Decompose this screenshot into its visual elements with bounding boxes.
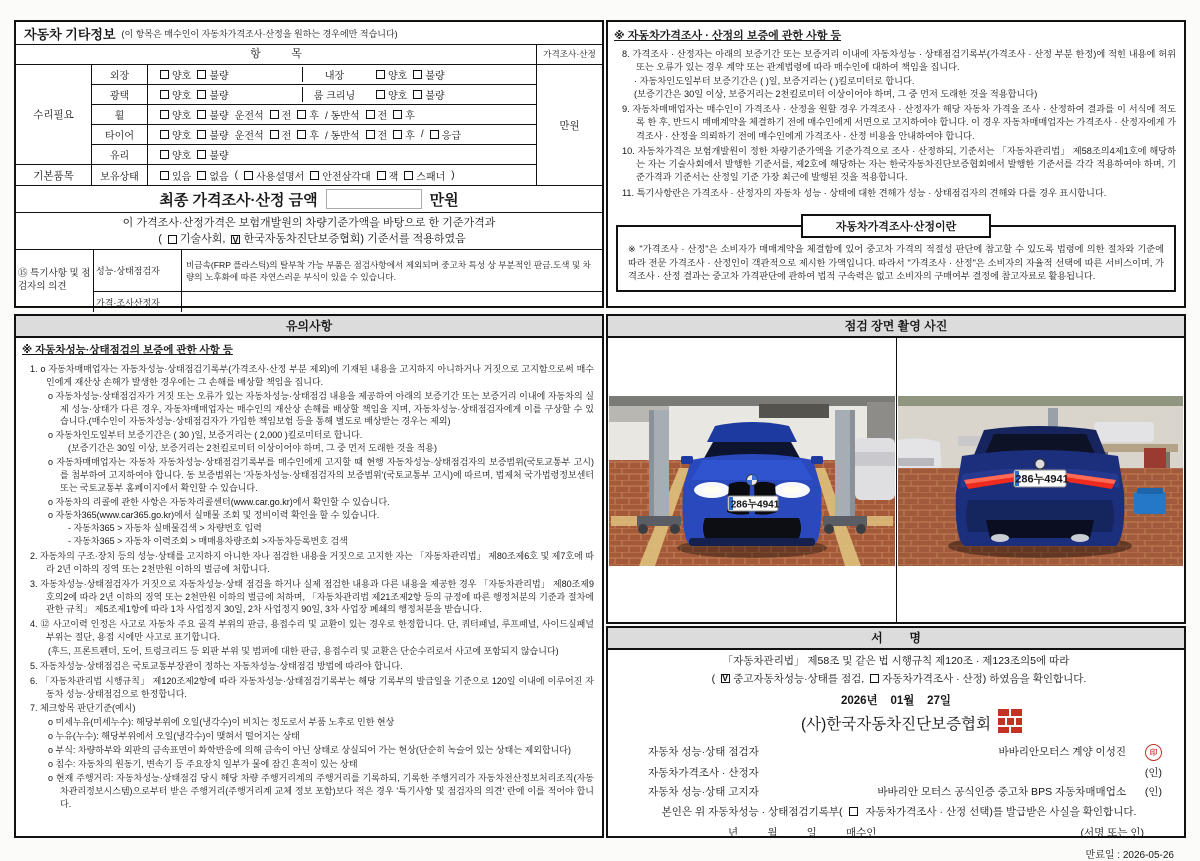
checkbox <box>849 807 858 816</box>
text-label: 자동차가격조사 · 산정 선택)를 발급받은 사실을 확인합니다. <box>865 806 1137 818</box>
warranty-item: (보증기간은 30일 이상, 보증거리는 2천킬로미터 이상이어야 하며, 그 중 먼저 도래한 것을 적용합니다) <box>634 88 1038 99</box>
notice-section <box>14 314 604 838</box>
appraisal-definition-box <box>616 214 1176 292</box>
checkbox <box>244 171 253 180</box>
definition-text: ※ "가격조사 · 산정"은 소비자가 매매계약을 체결함에 있어 중고차 가격의 적절성 판단에 참고할 수 있도록 법령에 의한 절차와 기준에 따라 전문 가격조사 · 산정인이 객관적으로 제시한 가액입니다. 따라서 "가격조사 · 산정"은 소비자의 자율적 선택에 따른 서비스이며, 가격조사 · 산정 결과는 중고차 가격판단에 관하여 법적 구속력은 없고 소비자의 구매여부 결정에 참고자료로 활용됩니다. <box>616 225 1176 292</box>
checkbox-label: 사용설명서 <box>256 171 305 183</box>
checkbox <box>168 235 177 244</box>
notice-header: 유의사항 <box>16 316 602 338</box>
car-front-photo <box>609 396 895 566</box>
final-price-label: 최종 가격조사·산정 금액 <box>159 191 318 209</box>
checkbox-label: 잭 <box>388 171 399 183</box>
checkbox-label: 불량 <box>425 71 445 82</box>
text-label: 운전석 <box>234 111 264 122</box>
glass-checkboxes <box>148 147 536 162</box>
checkbox-label: 전 <box>377 131 388 142</box>
checkbox <box>393 110 402 119</box>
rear-photo-cell <box>896 338 1185 624</box>
blue-car-rear <box>955 426 1124 546</box>
vehicle-other-info-section <box>14 20 604 308</box>
photos-header: 점검 장면 촬영 사진 <box>608 316 1184 338</box>
notice-item: 2. 자동차의 구조·장치 등의 성능·상태를 고지하지 아니한 자나 점검한 내용을 거짓으로 고지한 자는 「자동차관리법」 제80조제6호 및 제7호에 따라 2년 이하의 징역 또는 2천만원 이하의 벌금에 처합니다. <box>30 551 594 574</box>
checkbox-label: 후 <box>309 131 319 142</box>
text-label: ) <box>451 169 455 181</box>
notice-item: (보증기간은 30일 이상, 보증거리는 2천킬로미터 이상이어야 하며, 그 중 먼저 도래한 것을 적용) <box>68 443 438 454</box>
warranty-body <box>608 45 1184 200</box>
table-row-wheel: 휠 양호 불량 운전석 전 후 / 동반석 전 후 <box>92 105 536 125</box>
final-price-unit: 만원 <box>429 191 459 209</box>
warranty-header: ※ 자동차가격조사 · 산정의 보증에 관한 사항 등 <box>614 30 842 42</box>
checkbox <box>197 90 206 99</box>
price-appraisal-header: 가격조사·산정 <box>537 45 602 65</box>
checkbox-label: 불량 <box>209 111 229 122</box>
checkbox <box>377 171 386 180</box>
checkbox <box>160 171 169 180</box>
notice-item: o 현재 주행거리: 자동차성능·상태점검 당시 해당 차량 주행거리계의 주행거리를 기록하되, 기록한 주행거리가 자동차전산정보처리조직(자동차관리정보시스템)으로부터 받은 주행거리(주행거리계 교체 정보 포함)보다 적은 경우 '특기사항 및 점검자의 의견' 란에 이를 적어야 합니다. <box>48 772 594 809</box>
checkbox-label: 없음 <box>209 171 229 183</box>
checkbox <box>197 130 206 139</box>
checkbox <box>160 150 169 159</box>
checkbox-checked <box>721 674 730 683</box>
checkbox <box>297 130 306 139</box>
warranty-item: 9. 자동차매매업자는 매수인이 가격조사 · 산정을 원할 경우 가격조사 · 산정자가 해당 자동차 가격을 조사 · 산정하여 결과를 이 서식에 적도록 한 후, 반드시 매매계약을 체결하기 전에 매수인에게 서면으로 고지하여야 합니다. 이 경우 자동차매매업자는 가격조사 · 산정자에게 가격조사 · 산정을 의뢰하기 전에 매수인에게 가격조사 · 산정 비용을 안내하여야 합니다. <box>622 104 1176 141</box>
warranty-item: 11. 특기사항란은 가격조사 · 산정자의 자동차 성능 · 상태에 대한 견해가 성능 · 상태점검자의 견해와 다를 경우 표시합니다. <box>622 187 1107 198</box>
checkbox <box>366 110 375 119</box>
checkbox <box>413 70 422 79</box>
checkbox-label: 중고자동차성능·상태를 점검, <box>733 673 865 685</box>
checkbox-label: 불량 <box>425 91 445 102</box>
expiry-date: 만료일 : 2026-05-26 <box>1085 850 1174 861</box>
price-appraisal-column <box>536 45 602 185</box>
notice-body <box>16 359 602 812</box>
inspector-note: 비금속(FRP 플라스틱)의 탈부착 가능 부품은 점검사항에서 제외되며 중고차 특성 상 부분적인 판금.도색 및 차량의 노후화에 따른 자연스러운 부식이 있을 수 있습니다. <box>186 259 591 282</box>
notice-item: 4. ⑫ 사고이력 인정은 사고로 자동차 주요 골격 부위의 판금, 용접수리 및 교환이 있는 경우로 한정합니다. 단, 쿼터패널, 루프패널, 사이드실패널 부위는 절단, 용접 시에만 사고로 표기합니다. <box>30 619 594 643</box>
price-unit-label: 만원 <box>559 119 580 132</box>
signer-row-notifier: 자동차 성능·상태 고지자 바바리안 모터스 공식인증 중고차 BPS 자동차매매업소 (인) <box>648 786 1162 798</box>
signature-date: 2026년 01월 27일 <box>840 695 952 707</box>
basis-line2 <box>152 231 466 248</box>
column-header-item: 항 목 <box>16 45 536 65</box>
inspection-photos-section <box>606 314 1186 624</box>
notice-item: o 부식: 차량하부와 외판의 금속표면이 화학반응에 의해 금속이 아닌 상태로 상실되어 가는 현상(단순히 녹슬어 있는 상태는 제외합니다) <box>48 745 571 756</box>
car-rear-photo <box>898 396 1183 566</box>
interior-checkboxes <box>366 67 445 82</box>
appraiser-note <box>182 292 602 312</box>
text-label: 운전석 <box>234 131 264 142</box>
signature-check-line <box>608 671 1184 686</box>
signer-row-inspector: 자동차 성능·상태 점검자 바바리안모터스 계양 이성진 印 <box>608 742 1184 761</box>
checkbox-label: 불량 <box>209 131 229 142</box>
checkbox <box>160 70 169 79</box>
checkbox <box>197 110 206 119</box>
checkbox-label: 후 <box>309 111 319 122</box>
notice-item: 1. o 자동차매매업자는 자동차성능·상태점검기록부(가격조사·산정 부분 제외)에 기재된 내용을 고지하지 아니하거나 거짓으로 고지함으로써 매수인에게 재산상 손해가 발생한 경우에는 그 손해를 배상할 책임을 집니다. <box>30 364 594 387</box>
checkbox-label: 양호 <box>172 91 192 102</box>
checkbox <box>270 110 279 119</box>
checkbox <box>197 171 206 180</box>
basic-items-label: 기본품목 <box>16 164 92 185</box>
text-label: ( <box>711 672 716 685</box>
svg-text:286누4941: 286누4941 <box>730 499 780 511</box>
checkbox <box>310 171 319 180</box>
notice-subheader: ※ 자동차성능·상태점검의 보증에 관한 사항 등 <box>22 344 233 356</box>
checkbox-label: 후 <box>405 111 415 122</box>
warranty-item: 10. 자동차가격은 보험개발원이 정한 차량기준가액을 기준가격으로 조사 · 산정하되, 기준서는 「자동차관리법」 제58조의4제1호에 해당하는 자는 기술사회에서 발행한 기준서를, 제2호에 해당하는 자는 한국자동차진단보증협회에서 발행한 기준서를 각각 적용하여야 하며, 기준가격과 기준서는 산정일 기준 가장 최근에 발행된 것을 적용합니다. <box>622 145 1176 183</box>
inspector-label: 성능·상태점검자 <box>94 250 182 291</box>
room-cleaning-label: 룸 크리닝 <box>302 87 366 102</box>
notice-item: o 자동차매매업자는 자동차 자동차성능·상태점검기록부를 매수인에게 고지할 때 현행 자동차성능·상태점검자의 보증범위(국토교통부 고시)를 첨부하여 고지하여야 합니다. 동 보증범위는 '자동차성능·상태점검자의 보증범위'(국토교통부 고시)에 따르며, 법제처 국가법령정보센터 또는 국토교통부 홈페이지에서 확인할 수 있습니다. <box>48 457 594 493</box>
signer-row-appraiser: 자동차가격조사 · 산정자 (인) <box>648 767 1162 779</box>
notice-item: - 자동차365 > 자동차 실매물검색 > 차량번호 입력 <box>68 523 262 534</box>
signature-section <box>606 626 1186 861</box>
repair-needed-label: 수리필요 <box>16 65 92 164</box>
notice-item: o 자동차인도일부터 보증기간은 ( 30 )일, 보증거리는 ( 2,000 )킬로미터로 합니다. <box>48 430 363 441</box>
warranty-item: · 자동차인도일부터 보증기간은 ( )일, 보증거리는 ( )킬로미터로 합니다. <box>634 75 915 86</box>
checkbox-label: 전 <box>377 111 388 122</box>
checkbox <box>197 150 206 159</box>
rear-license-plate <box>1014 470 1069 487</box>
front-photo-cell <box>608 338 896 624</box>
checkbox-label: 있음 <box>172 171 192 183</box>
buyer-sign-row: 년 월 일 매수인 (서명 또는 인) <box>728 827 1144 839</box>
front-license-plate <box>728 496 780 511</box>
checkbox <box>376 90 385 99</box>
inspector-seal: 印 <box>1134 742 1162 761</box>
table-row-exterior: 외장 양호 불량 내장 양호 불량 <box>92 65 536 85</box>
final-price-row <box>16 186 602 213</box>
section-title: 자동차 기타정보 <box>24 26 116 42</box>
signature-law-line: 「자동차관리법」 제58조 및 같은 법 시행규칙 제120조 · 제123조의5에 따라 <box>722 655 1070 667</box>
checkbox-label: 양호 <box>172 71 192 82</box>
checkbox <box>430 130 439 139</box>
appraiser-label: 가격·조사산정자 <box>94 292 182 312</box>
checkbox-label: 불량 <box>209 91 229 102</box>
checkbox-label: 양호 <box>388 91 408 102</box>
checkbox-label: 후 <box>405 131 415 142</box>
checkbox <box>160 90 169 99</box>
checkbox-label: 양호 <box>388 71 408 82</box>
checkbox <box>160 110 169 119</box>
interior-label: 내장 <box>302 67 366 82</box>
organization-name: (사)한국자동차진단보증협회 <box>801 712 991 734</box>
buyer-confirm-line <box>608 804 1184 819</box>
checkbox-label: 안전삼각대 <box>322 171 371 183</box>
polish-checkboxes <box>154 87 302 102</box>
notice-item: 6. 「자동차관리법 시행규칙」 제120조제2항에 따라 자동차성능·상태점검기록부는 해당 기록부의 발급일을 기준으로 120일 이내에 이루어진 자동차 성능·상태점검으로 한정합니다. <box>30 675 594 699</box>
basic-items-checkboxes <box>148 164 536 185</box>
svg-text:286누4941: 286누4941 <box>1015 473 1069 486</box>
checkbox <box>297 110 306 119</box>
section-subtitle: (이 항목은 매수인이 자동차가격조사·산정을 원하는 경우에만 적습니다) <box>121 28 398 39</box>
table-row-tire: 타이어 양호 불량 운전석 전 후 / 동반석 전 후 / 응급 <box>92 125 536 145</box>
checkbox-label: 한국자동차진단보증협회) 기준서를 적용하였음 <box>243 233 466 245</box>
checkbox <box>413 90 422 99</box>
table-row-glass: 유리 양호 불량 <box>92 145 536 164</box>
checkbox-label: 양호 <box>172 151 192 162</box>
special-notes-label: ⑮ 특기사항 및 점검자의 의견 <box>16 250 94 312</box>
final-amount-input <box>326 189 422 209</box>
text-label: / 동반석 <box>324 131 360 142</box>
table-row-basic-items <box>16 164 536 185</box>
text-label: / <box>420 129 424 140</box>
text-label: ( <box>234 169 238 181</box>
checkbox-label: 자동차가격조사 · 산정) 하였음을 확인합니다. <box>882 673 1087 685</box>
checkbox-label: 기술사회, <box>179 233 226 245</box>
appraiser-opinion-row <box>94 292 602 312</box>
checkbox-label: 스패너 <box>416 171 446 183</box>
possession-label: 보유상태 <box>92 164 148 185</box>
checkbox-label: 전 <box>281 111 292 122</box>
tire-checkboxes <box>148 127 536 142</box>
special-notes-section <box>16 250 602 312</box>
info-title-row <box>16 22 602 45</box>
checkbox <box>160 130 169 139</box>
notice-item: o 자동차성능·상태점검자가 거짓 또는 오류가 있는 자동차성능·상태점검 내용을 제공하여 아래의 보증기간 또는 보증거리 이내에 자동차의 실제 성능·상태가 다른 경우, 자동차매매업자는 매수인의 재산상 손해를 배상할 책임을 지며, 자동차성능·상태점검자에게 이를 구상할 수 있습니다.(매수인이 자동차성능·상태점검자가 가입한 책임보험 등을 통해 별도로 배상받는 경우는 제외) <box>48 390 594 427</box>
exterior-checkboxes <box>154 67 302 82</box>
text-label: / 동반석 <box>324 111 360 122</box>
organization-seal <box>997 708 1023 739</box>
notice-item: o 자동차의 리콜에 관한 사항은 자동차리콜센터(www.car.go.kr)에서 확인할 수 있습니다. <box>48 496 390 507</box>
price-basis-row <box>16 213 602 250</box>
table-row-polish: 광택 양호 불량 룸 크리닝 양호 불량 <box>92 85 536 105</box>
notice-item: - 자동차365 > 자동차 이력조회 > 매매용차량조회 >자동차등록번호 검색 <box>68 536 348 547</box>
warranty-item: 8. 가격조사 · 산정자는 아래의 보증기간 또는 보증거리 이내에 자동차성능 · 상태점검기록부(가격조사 · 산정 부분 한정)에 적힌 내용에 허위 또는 오류가 있는 경우 계약 또는 관계법령에 따라 매수인에 대하여 책임을 집니다. <box>622 49 1176 73</box>
wheel-checkboxes <box>148 107 536 122</box>
notice-item: 5. 자동차성능·상태점검은 국토교통부장관이 정하는 자동차성능·상태점검 방법에 따라야 합니다. <box>30 660 403 671</box>
price-appraisal-warranty-section <box>606 20 1186 308</box>
definition-title: 자동차가격조사·산정이란 <box>801 214 991 238</box>
checkbox <box>270 130 279 139</box>
inspector-opinion-row <box>94 250 602 292</box>
checkbox <box>197 70 206 79</box>
text-label: ( <box>158 233 162 245</box>
checkbox <box>393 130 402 139</box>
notice-item: 3. 자동차성능·상태점검자가 거짓으로 자동차성능·상태 점검을 하거나 실제 점검한 내용과 다른 내용을 제공한 경우 「자동차관리법」 제80조제9호의2에 따라 2년 이하의 징역 또는 2천만원 이하의 벌금에 처하며, 「자동차관리법 제21조제2항 등의 규정에 따른 행정처분의 기준과 절차에 관한 규칙」 제5조제1항에 따라 1차 사업정지 30일, 2차 사업정지 90일, 3차 사업장 폐쇄의 행정처분을 받습니다. <box>30 578 594 615</box>
room-cleaning-checkboxes <box>366 87 445 102</box>
checkbox <box>376 70 385 79</box>
notice-item: o 자동차365(www.car365.go.kr)에서 실매물 조회 및 정비이력 확인을 할 수 있습니다. <box>48 510 380 521</box>
checkbox <box>404 171 413 180</box>
checkbox-checked <box>231 235 240 244</box>
checkbox <box>366 130 375 139</box>
checkbox-label: 양호 <box>172 111 192 122</box>
checkbox-label: 불량 <box>209 151 229 162</box>
notice-item: o 미세누유(미세누수): 해당부위에 오일(냉각수)이 비치는 정도로서 부품 노후로 인한 현상 <box>48 717 395 728</box>
signature-header: 서 명 <box>608 628 1184 650</box>
checkbox-label: 전 <box>281 131 292 142</box>
notice-item: o 침수: 자동차의 원동기, 변속기 등 주요장치 일부가 물에 잠긴 흔적이 있는 상태 <box>48 758 358 769</box>
notice-item: (후드, 프론트펜더, 도어, 트렁크리드 등 외판 부위 및 범퍼에 대한 판금, 용접수리 및 교환은 단순수리로서 사고에 포함되지 않습니다) <box>48 646 559 657</box>
checkbox-label: 불량 <box>209 71 229 82</box>
checkbox-label: 양호 <box>172 131 192 142</box>
notice-item: 7. 체크항목 판단기준(예시) <box>30 703 136 714</box>
checkbox <box>870 674 879 683</box>
basis-line1: 이 가격조사·산정가격은 보험개발원의 차량기준가액을 바탕으로 한 기준가격과 <box>122 216 496 229</box>
notice-item: o 누유(누수): 해당부위에서 오일(냉각수)이 맺혀서 떨어지는 상태 <box>48 731 300 742</box>
text-label: 본인은 위 자동차성능 · 상태점검기록부( <box>661 806 843 818</box>
checkbox-label: 응급 <box>441 131 461 142</box>
